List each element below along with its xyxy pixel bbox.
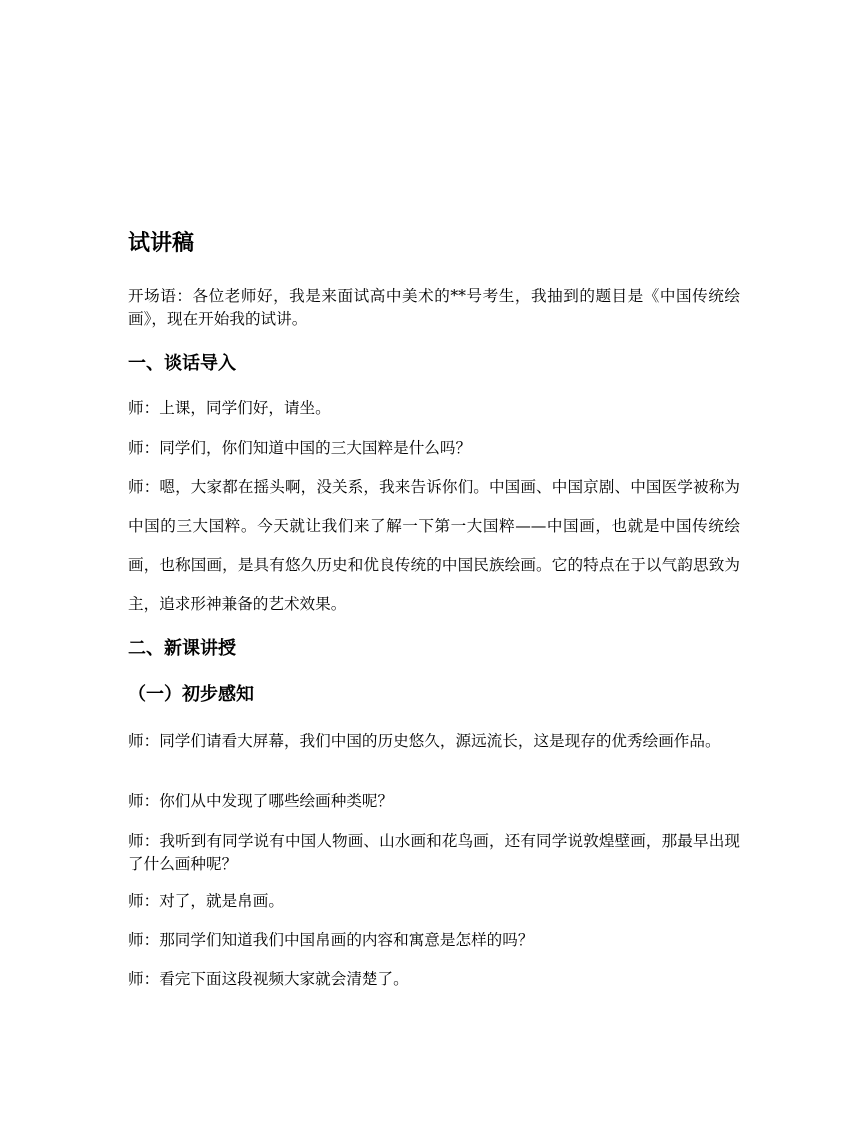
section2-paragraph: 师：我听到有同学说有中国人物画、山水画和花鸟画，还有同学说敦煌壁画，那最早出现了什么画种呢？ xyxy=(128,832,740,873)
section1-paragraph: 师：同学们，你们知道中国的三大国粹是什么吗？ xyxy=(128,439,472,457)
section2-paragraph: 师：看完下面这段视频大家就会清楚了。 xyxy=(128,970,409,988)
document-page xyxy=(128,0,740,1122)
intro-paragraph: 开场语：各位老师好，我是来面试高中美术的**号考生，我抽到的题目是《中国传统绘画》，现在开始我的试讲。 xyxy=(128,287,740,328)
section1-paragraph: 师：嗯，大家都在摇头啊，没关系，我来告诉你们。中国画、中国京剧、中国医学被称为中国的三大国粹。今天就让我们来了解一下第一大国粹——中国画，也就是中国传统绘画，也称国画，是具有悠久历史和优良传统的中国民族绘画。它的特点在于以气韵思致为主，追求形神兼备的艺术效果。 xyxy=(128,478,740,613)
section1-paragraph: 师：上课，同学们好，请坐。 xyxy=(128,399,331,417)
section2-paragraph: 师：同学们请看大屏幕，我们中国的历史悠久，源远流长，这是现存的优秀绘画作品。 xyxy=(128,732,721,750)
section2-paragraph: 师：你们从中发现了哪些绘画种类呢？ xyxy=(128,792,394,810)
document-title: 试讲稿 xyxy=(128,231,195,256)
section-heading-talk-intro: 一、谈话导入 xyxy=(128,353,236,374)
section2-paragraph: 师：对了，就是帛画。 xyxy=(128,892,284,910)
section-heading-new-lesson: 二、新课讲授 xyxy=(128,638,236,659)
section2-paragraph: 师：那同学们知道我们中国帛画的内容和寓意是怎样的吗？ xyxy=(128,931,534,949)
subsection-heading-initial-perception: （一）初步感知 xyxy=(128,684,254,705)
